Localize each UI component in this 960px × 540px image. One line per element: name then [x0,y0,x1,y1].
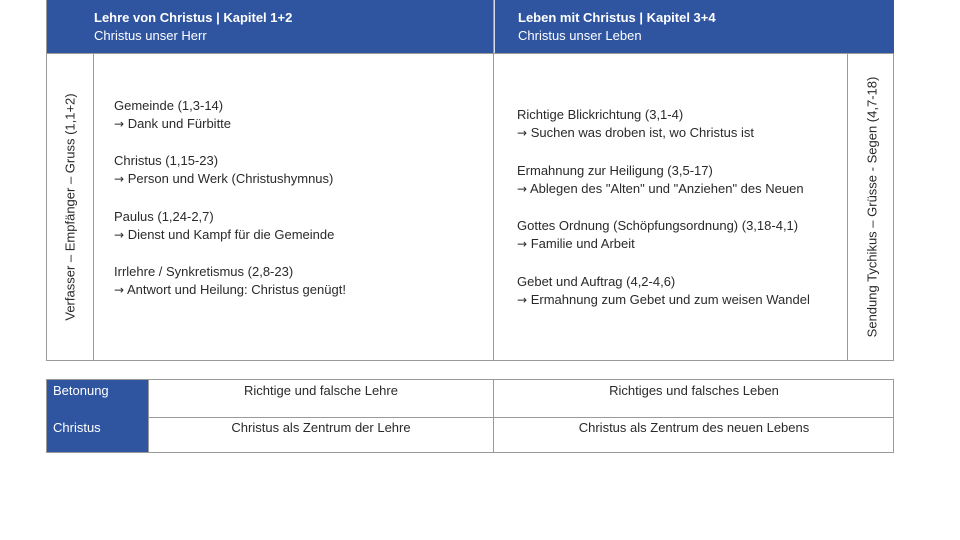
left-item-sub: Dank und Fürbitte [127,116,232,131]
left-item-title: Irrlehre / Synkretismus (2,8-23) [114,264,294,279]
right-item-sub: Suchen was droben ist, wo Christus ist [530,125,754,140]
left-item-sub: Person und Werk (Christushymnus) [127,171,334,186]
side-divider-right [847,53,848,360]
left-item-sub: Dienst und Kampf für die Gemeinde [127,227,335,242]
side-divider-left [93,53,94,360]
left-item [114,152,333,188]
right-item-sub: Ermahnung zum Gebet und zum weisen Wandel [530,292,810,307]
summary-table [46,379,894,453]
header-right-subtitle: Christus unser Leben [518,28,642,43]
arrow-right-icon: → [114,228,125,242]
row-label-betonung: Betonung [47,380,148,417]
side-label-left: Verfasser – Empfänger – Gruss (1,1+2) [62,93,78,321]
arrow-right-icon: → [517,182,528,196]
right-item [517,217,798,253]
side-label-right: Sendung Tychikus – Grüsse - Segen (4,7-18) [864,76,880,338]
header-right-title: Leben mit Christus | Kapitel 3+4 [518,10,716,25]
left-item [114,263,346,299]
right-item [517,162,804,198]
right-item-sub: Ablegen des "Alten" und "Anziehen" des Neuen [529,181,804,196]
header-left-title: Lehre von Christus | Kapitel 1+2 [94,10,293,25]
overview-table [46,0,894,361]
summary-cell-right: Richtiges und falsches Leben [609,383,779,398]
left-item-title: Christus (1,15-23) [114,153,219,168]
summary-cell-left: Richtige und falsche Lehre [244,383,398,398]
right-item [517,273,810,309]
left-item-title: Gemeinde (1,3-14) [114,98,224,113]
summary-cell-right: Christus als Zentrum des neuen Lebens [578,420,810,435]
right-item-title: Gebet und Auftrag (4,2-4,6) [517,274,676,289]
arrow-right-icon: → [517,126,528,140]
header-left-subtitle: Christus unser Herr [94,28,207,43]
center-divider [493,380,494,452]
summary-cell-left: Christus als Zentrum der Lehre [231,420,411,435]
center-divider [493,0,494,360]
arrow-right-icon: → [114,283,125,297]
left-item [114,97,231,133]
arrow-right-icon: → [517,237,528,251]
row-label-christus: Christus [47,417,148,452]
arrow-right-icon: → [114,117,125,131]
right-item-title: Gottes Ordnung (Schöpfungsordnung) (3,18-4,1) [517,218,799,233]
arrow-right-icon: → [517,293,528,307]
right-item-title: Richtige Blickrichtung (3,1-4) [517,107,684,122]
header-right [494,0,894,53]
left-item-sub: Antwort und Heilung: Christus genügt! [126,282,346,297]
arrow-right-icon: → [114,172,125,186]
right-item-sub: Familie und Arbeit [530,236,635,251]
right-item [517,106,754,142]
header-divider [47,53,894,54]
left-item-title: Paulus (1,24-2,7) [114,209,214,224]
label-divider [148,380,149,452]
right-item-title: Ermahnung zur Heiligung (3,5-17) [517,163,713,178]
header-left [47,0,494,53]
left-item [114,208,334,244]
